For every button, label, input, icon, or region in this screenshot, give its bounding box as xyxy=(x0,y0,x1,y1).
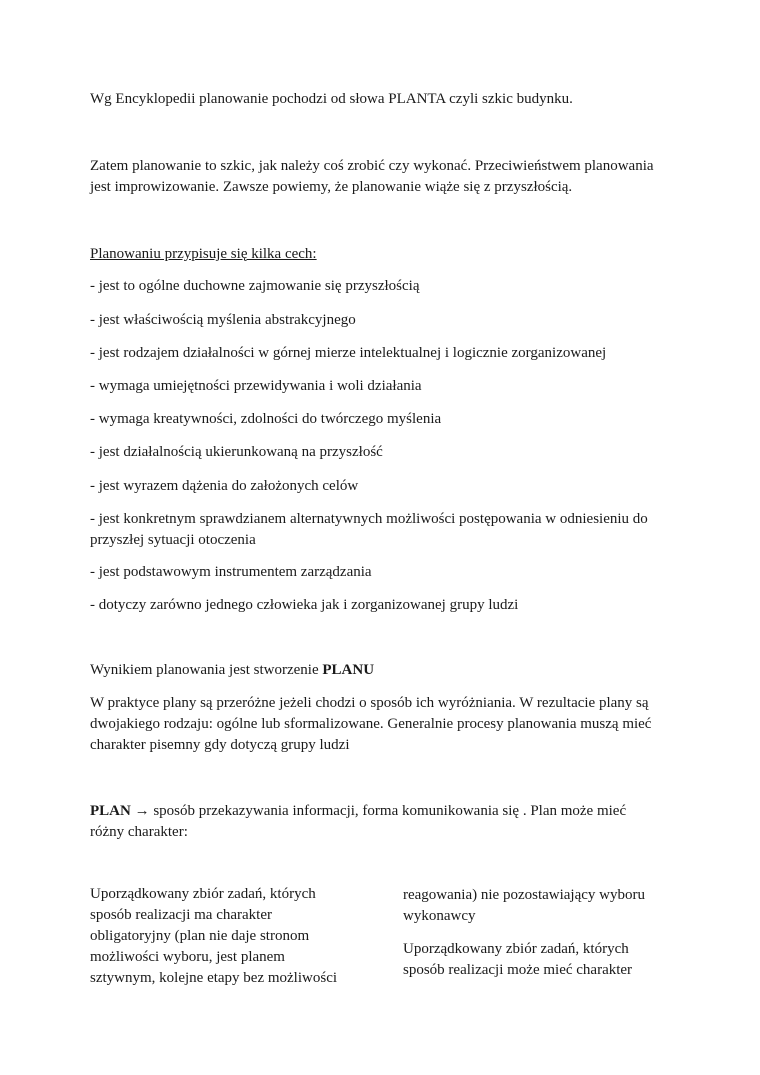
feature-item: - wymaga kreatywności, zdolności do twórczego myślenia xyxy=(90,411,442,427)
left-column-line: sztywnym, kolejne etapy bez możliwości xyxy=(90,970,338,986)
result-text: Wynikiem planowania jest stworzenie xyxy=(90,662,323,678)
practice-line-1: W praktyce plany są przeróżne jeżeli chodzi o sposób ich wyróżniania. W rezultacie plany są xyxy=(90,695,649,711)
right-column-line: sposób realizacji może mieć charakter xyxy=(403,962,633,978)
feature-item: - jest rodzajem działalności w górnej mierze intelektualnej i logicznie zorganizowanej xyxy=(90,345,607,361)
features-heading: Planowaniu przypisuje się kilka cech: xyxy=(90,246,317,262)
plan-bold: PLAN xyxy=(90,803,131,819)
definition-line-1: Zatem planowanie to szkic, jak należy coś zrobić czy wykonać. Przeciwieństwem planowania xyxy=(90,158,654,174)
definition-line-2: jest improwizowanie. Zawsze powiemy, że planowanie wiąże się z przyszłością. xyxy=(90,179,573,195)
feature-item-continuation: przyszłej sytuacji otoczenia xyxy=(90,532,256,548)
left-column-line: Uporządkowany zbiór zadań, których xyxy=(90,886,316,902)
right-column-line: Uporządkowany zbiór zadań, których xyxy=(403,941,629,957)
left-column-line: sposób realizacji ma charakter xyxy=(90,907,272,923)
practice-line-2: dwojakiego rodzaju: ogólne lub sformalizowane. Generalnie procesy planowania muszą mieć xyxy=(90,716,652,732)
feature-item: - dotyczy zarówno jednego człowieka jak i zorganizowanej grupy ludzi xyxy=(90,597,519,613)
feature-item: - jest działalnością ukierunkowaną na przyszłość xyxy=(90,444,383,460)
plan-line-1 xyxy=(90,801,680,822)
feature-item: - jest konkretnym sprawdzianem alternatywnych możliwości postępowania w odniesieniu do xyxy=(90,511,648,527)
result-bold-plan: PLANU xyxy=(322,662,375,678)
feature-item: - wymaga umiejętności przewidywania i woli działania xyxy=(90,378,422,394)
intro-paragraph: Wg Encyklopedii planowanie pochodzi od słowa PLANTA czyli szkic budynku. xyxy=(90,91,573,107)
plan-definition: sposób przekazywania informacji, forma komunikowania się . Plan może mieć xyxy=(149,803,627,819)
left-column-line: obligatoryjny (plan nie daje stronom xyxy=(90,928,310,944)
result-line xyxy=(90,660,680,681)
feature-item: - jest właściwością myślenia abstrakcyjnego xyxy=(90,312,356,328)
feature-item: - jest podstawowym instrumentem zarządzania xyxy=(90,564,372,580)
arrow-right-icon: → xyxy=(134,803,150,819)
left-column-line: możliwości wyboru, jest planem xyxy=(90,949,285,965)
practice-line-3: charakter pisemny gdy dotyczą grupy ludzi xyxy=(90,737,350,753)
feature-item: - jest wyrazem dążenia do założonych celów xyxy=(90,478,359,494)
feature-item: - jest to ogólne duchowne zajmowanie się przyszłością xyxy=(90,278,420,294)
right-column-line: reagowania) nie pozostawiający wyboru xyxy=(403,887,645,903)
right-column-line: wykonawcy xyxy=(403,908,476,924)
plan-line-2: różny charakter: xyxy=(90,824,188,840)
